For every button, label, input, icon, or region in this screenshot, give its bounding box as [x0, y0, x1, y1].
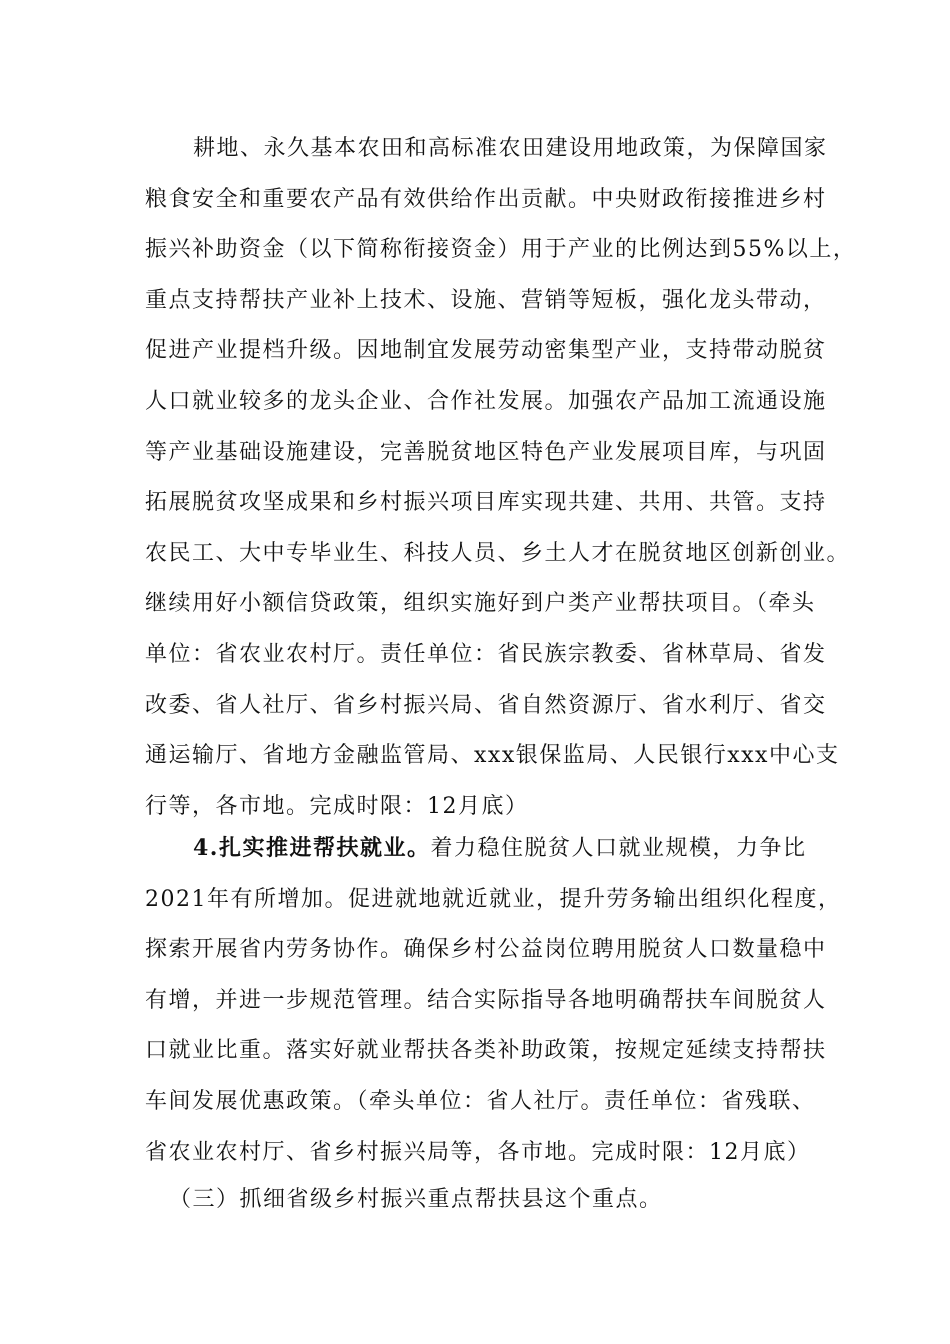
text-line: 通运输厅、省地方金融监管局、xxx银保监局、人民银行xxx中心支: [145, 743, 840, 769]
text-line: 改委、省人社厅、省乡村振兴局、省自然资源厅、省水利厅、省交: [145, 692, 827, 718]
text-line: [145, 823, 825, 875]
text-line: 振兴补助资金（以下简称衔接资金）用于产业的比例达到55%以上，: [145, 237, 857, 263]
text-line: 单位：省农业农村厅。责任单位：省民族宗教委、省林草局、省发: [145, 641, 827, 667]
text-line: 继续用好小额信贷政策，组织实施好到户类产业帮扶项目。（牵头: [145, 591, 816, 617]
text-line: 重点支持帮扶产业补上技术、设施、营销等短板，强化龙头带动，: [145, 287, 827, 313]
text-line: 促进产业提档升级。因地制宜发展劳动密集型产业，支持带动脱贫: [145, 338, 827, 364]
text-line: 等产业基础设施建设，完善脱贫地区特色产业发展项目库，与巩固: [145, 439, 827, 465]
section-heading: 4.扎实推进帮扶就业。: [193, 835, 431, 861]
text-line: 耕地、永久基本农田和高标准农田建设用地政策，为保障国家: [193, 136, 828, 161]
text-line: 农民工、大中专毕业生、科技人员、乡土人才在脱贫地区创新创业。: [145, 540, 851, 566]
text-line: 粮食安全和重要农产品有效供给作出贡献。中央财政衔接推进乡村: [145, 186, 827, 212]
text-line: 拓展脱贫攻坚成果和乡村振兴项目库实现共建、共用、共管。支持: [145, 490, 827, 516]
text-line: 行等，各市地。完成时限：12月底）: [145, 793, 529, 819]
paragraph-industry-support: [145, 124, 857, 832]
section-title: （三）抓细省级乡村振兴重点帮扶县这个重点。: [169, 1187, 663, 1212]
text-line: 探索开展省内劳务协作。确保乡村公益岗位聘用脱贫人口数量稳中: [145, 937, 827, 963]
paragraph-section-three: [145, 1175, 825, 1226]
text-fragment: 着力稳住脱贫人口就业规模，力争比: [430, 836, 807, 861]
text-line: 车间发展优惠政策。（牵头单位：省人社厅。责任单位：省残联、: [145, 1088, 816, 1114]
text-line: 口就业比重。落实好就业帮扶各类补助政策，按规定延续支持帮扶: [145, 1038, 827, 1064]
text-line: 省农业农村厅、省乡村振兴局等，各市地。完成时限：12月底）: [145, 1139, 811, 1165]
paragraph-employment-support: [145, 823, 842, 1178]
text-line: 2021年有所增加。促进就地就近就业，提升劳务输出组织化程度，: [145, 886, 842, 912]
text-line: 有增，并进一步规范管理。结合实际指导各地明确帮扶车间脱贫人: [145, 987, 827, 1013]
text-line: 人口就业较多的龙头企业、合作社发展。加强农产品加工流通设施: [145, 388, 827, 414]
